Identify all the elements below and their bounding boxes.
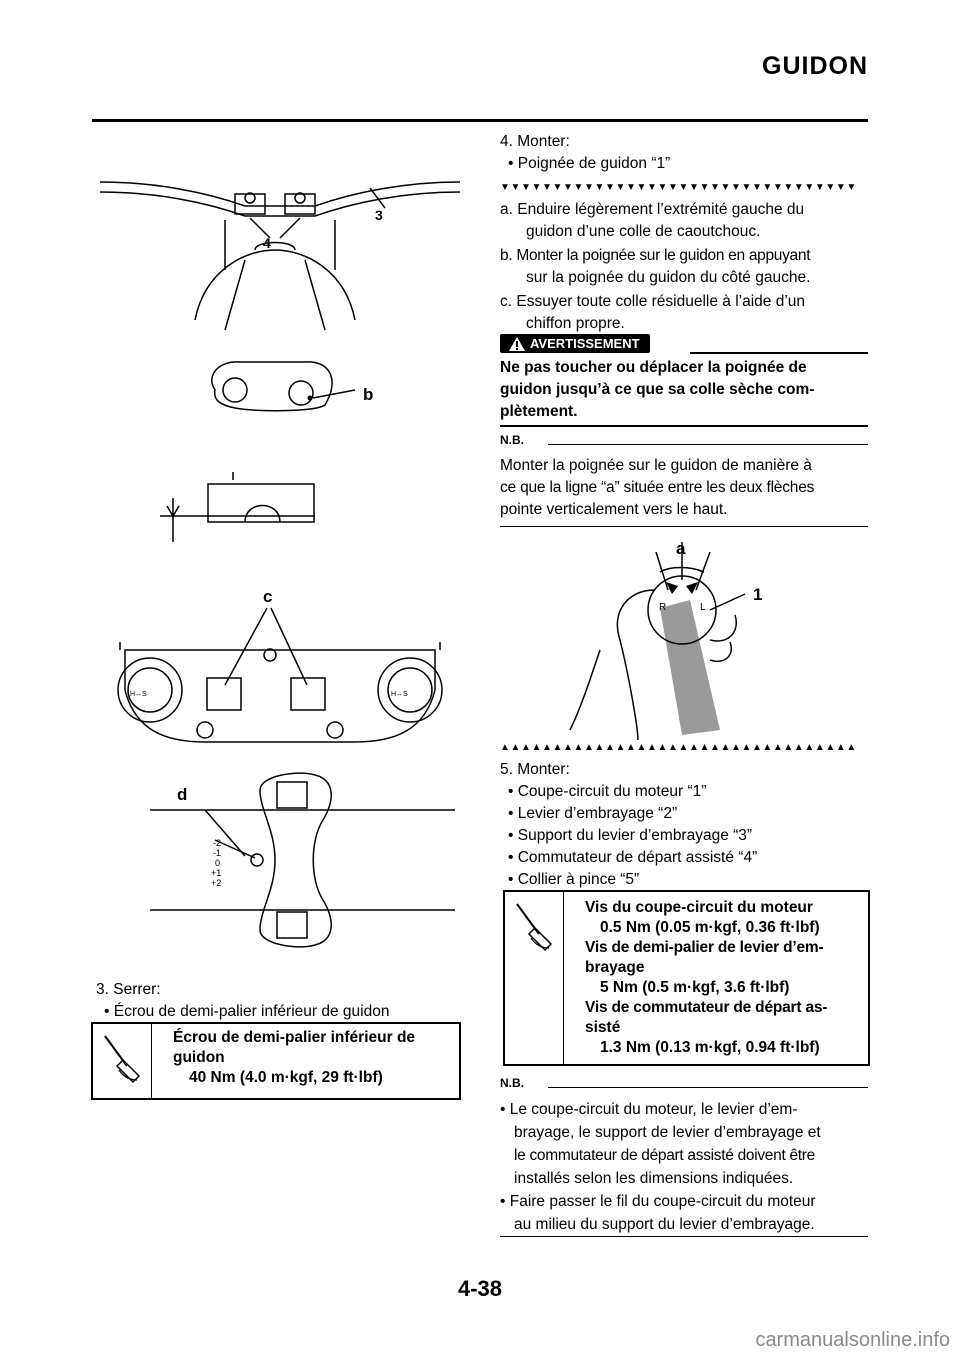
procedure-end-markers: ▲▲▲▲▲▲▲▲▲▲▲▲▲▲▲▲▲▲▲▲▲▲▲▲▲▲▲▲▲▲▲▲▲▲: [500, 742, 857, 753]
substep-b-line2: sur la poignée du guidon du côté gauche.: [526, 269, 811, 286]
torque1-title-line2: guidon: [173, 1049, 225, 1066]
holder-side-drawing: [160, 472, 315, 542]
nb1-line1: Monter la poignée sur le guidon de manière à: [500, 457, 812, 474]
nb2-label: N.B.: [500, 1076, 524, 1090]
clamp-scale-drawing: [150, 773, 455, 947]
step4-item: • Poignée de guidon “1”: [508, 155, 671, 172]
warning-line3: plètement.: [500, 403, 578, 420]
nb1-rule: [548, 444, 868, 445]
torque-box-1: [91, 1022, 461, 1100]
scale-minus1: -1: [213, 848, 222, 858]
warning-end-rule: [500, 425, 868, 427]
substep-a-line1: a. Enduire légèrement l’extrémité gauche du: [500, 201, 805, 218]
header-rule: [92, 119, 868, 122]
step3-item: • Écrou de demi-palier inférieur de guidon: [104, 1003, 390, 1020]
scale-zero: 0: [215, 858, 221, 868]
torque2-line8: 1.3 Nm (0.13 m·kgf, 0.94 ft·lbf): [600, 1039, 820, 1056]
nb2-b2-line1: • Faire passer le fil du coupe-circuit du moteur: [500, 1193, 816, 1210]
scale-minus2: -2: [213, 838, 222, 848]
nb1-label: N.B.: [500, 433, 524, 447]
torque2-line3: Vis de demi-palier de levier d’em-: [585, 939, 824, 956]
grip-shading: [660, 600, 720, 735]
scale-plus2: +2: [211, 878, 222, 888]
substep-b-line1: b. Monter la poignée sur le guidon en appuyant: [500, 247, 811, 264]
substep-c-line1: c. Essuyer toute colle résiduelle à l’aide d’un: [500, 293, 806, 310]
warning-rule: [690, 352, 868, 354]
torque2-line7: sisté: [585, 1019, 621, 1036]
nb2-b1-line4: installés selon les dimensions indiquées.: [514, 1170, 794, 1187]
grip-label-a: a: [676, 539, 686, 558]
nb1-end-rule: [500, 526, 868, 527]
grip-label-r: R: [659, 602, 667, 613]
torque2-line2: 0.5 Nm (0.05 m·kgf, 0.36 ft·lbf): [600, 919, 820, 936]
torque2-line1: Vis du coupe-circuit du moteur: [585, 899, 813, 916]
step5-item-2: • Levier d’embrayage “2”: [508, 805, 678, 822]
grip-label-l: L: [700, 602, 706, 613]
torque-wrench-icon: [93, 1024, 152, 1098]
nb2-b2-line2: au milieu du support du levier d’embrayage.: [514, 1216, 815, 1233]
label-3: 3: [375, 207, 383, 223]
nb1-line3: pointe verticalement vers le haut.: [500, 501, 728, 518]
step5-item-5: • Collier à pince “5”: [508, 871, 640, 888]
substep-a-line2: guidon d’une colle de caoutchouc.: [526, 223, 761, 240]
handlebar-drawing: [100, 182, 460, 330]
torque-wrench-icon: [505, 892, 564, 1064]
warning-line1: Ne pas toucher ou déplacer la poignée de: [500, 359, 807, 376]
step5-item-4: • Commutateur de départ assisté “4”: [508, 849, 758, 866]
nb2-b1-line2: brayage, le support de levier d’embrayage et: [514, 1124, 821, 1141]
nb2-end-rule: [500, 1236, 868, 1237]
nb2-b1-line1: • Le coupe-circuit du moteur, le levier d’em-: [500, 1101, 798, 1118]
step5-item-3: • Support du levier d’embrayage “3”: [508, 827, 753, 844]
torque1-value: 40 Nm (4.0 m·kgf, 29 ft·lbf): [189, 1069, 383, 1086]
scale-plus1: +1: [211, 868, 222, 878]
watermark: carmanualsonline.info: [755, 1329, 950, 1351]
torque1-title-line1: Écrou de demi-palier inférieur de: [173, 1029, 416, 1046]
hs-left: H↔S: [130, 691, 147, 698]
grip-label-1: 1: [753, 585, 763, 604]
nb2-b1-line3: le commutateur de départ assisté doivent être: [514, 1147, 815, 1164]
page-title: GUIDON: [762, 52, 868, 80]
clamp-assembly-drawing: [118, 608, 442, 742]
holder-top-drawing: [212, 362, 355, 411]
label-d: d: [177, 785, 188, 804]
label-4: 4: [263, 235, 271, 251]
torque2-line6: Vis de commutateur de départ as-: [585, 999, 828, 1016]
torque2-line4: brayage: [585, 959, 645, 976]
warning-line2: guidon jusqu’à ce que sa colle sèche com-: [500, 381, 815, 398]
nb2-rule: [548, 1087, 868, 1088]
warning-label: AVERTISSEMENT: [530, 336, 640, 351]
page-number: 4-38: [457, 1276, 503, 1301]
grip-figure: [560, 530, 800, 740]
substep-c-line2: chiffon propre.: [526, 315, 625, 332]
handlebar-figure: [95, 150, 465, 950]
warning-triangle-icon: [508, 336, 526, 352]
warning-header: [500, 334, 868, 354]
procedure-start-markers: ▼▼▼▼▼▼▼▼▼▼▼▼▼▼▼▼▼▼▼▼▼▼▼▼▼▼▼▼▼▼▼▼▼▼: [500, 182, 857, 193]
step5-title: 5. Monter:: [500, 761, 570, 778]
step5-item-1: • Coupe-circuit du moteur “1”: [508, 783, 707, 800]
torque2-line5: 5 Nm (0.5 m·kgf, 3.6 ft·lbf): [600, 979, 790, 996]
label-b: b: [363, 385, 374, 404]
torque-box-2: [503, 890, 870, 1066]
nb1-line2: ce que la ligne “a” située entre les deux flèches: [500, 479, 815, 496]
step4-title: 4. Monter:: [500, 133, 570, 150]
hs-right: H↔S: [391, 691, 408, 698]
label-c: c: [263, 587, 273, 606]
step3-title: 3. Serrer:: [96, 981, 161, 998]
